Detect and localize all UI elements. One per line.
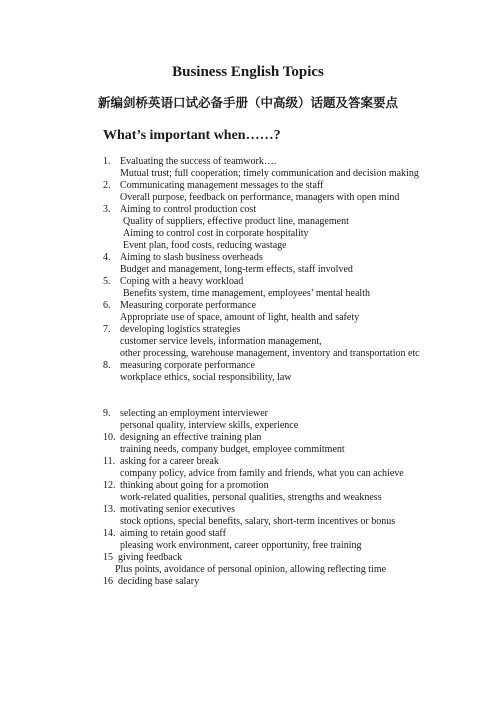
answer-points: company policy, advice from family and friends, what you can achieve [120,468,404,479]
item-number: 1. [103,156,111,167]
item-number: 14. [103,528,116,539]
item-number: 4. [103,252,111,263]
answer-points: training needs, company budget, employee commitment [120,444,345,455]
topic-question: deciding base salary [118,576,200,587]
topic-question: developing logistics strategies [120,324,241,335]
answer-points: Quality of suppliers, effective product line, management [123,216,349,227]
topic-question: Communicating management messages to the staff [120,180,324,191]
topic-question: asking for a career break [120,456,219,467]
item-number: 13. [103,504,116,515]
item-number: 7. [103,324,111,335]
item-number: 2. [103,180,111,191]
topic-question: designing an effective training plan [120,432,262,443]
section-heading: What’s important when……? [103,128,281,143]
answer-points: Plus points, avoidance of personal opinion, allowing reflecting time [115,564,387,575]
answer-points: customer service levels, information management, [120,336,322,347]
answer-points: other processing, warehouse management, inventory and transportation etc [120,348,420,359]
answer-points: workplace ethics, social responsibility, law [120,372,292,383]
topic-question: giving feedback [118,552,183,563]
item-number: 3. [103,204,111,215]
item-number: 12. [103,480,116,491]
page-subtitle: 新编剑桥英语口试必备手册（中高级）话题及答案要点 [97,95,398,110]
topic-question: measuring corporate performance [120,360,255,371]
answer-points: work-related qualities, personal qualities, strengths and weakness [120,492,382,503]
answer-points: Appropriate use of space, amount of light, health and safety [120,312,360,323]
item-number: 10. [103,432,116,443]
answer-points: Overall purpose, feedback on performance, managers with open mind [120,192,400,203]
answer-points: Mutual trust; full cooperation; timely communication and decision making [120,168,419,179]
answer-points: Budget and management, long-term effects, staff involved [120,264,353,275]
answer-points: pleasing work environment, career opportunity, free training [120,540,362,551]
answer-points: stock options, special benefits, salary, short-term incentives or bonus [120,516,396,527]
item-number: 15 [103,552,113,563]
item-number: 9. [103,408,111,419]
topic-question: selecting an employment interviewer [120,408,269,419]
answer-points: Benefits system, time management, employees’ mental health [123,288,370,299]
answer-points: personal quality, interview skills, experience [120,420,299,431]
topic-question: aiming to retain good staff [120,528,226,539]
topic-question: thinking about going for a promotion [120,480,269,491]
item-number: 5. [103,276,111,287]
answer-points: Event plan, food costs, reducing wastage [123,240,287,251]
answer-points: Aiming to control cost in corporate hospitality [123,228,309,239]
topic-question: motivating senior executives [120,504,235,515]
topic-question: Measuring corporate performance [120,300,257,311]
item-number: 11. [103,456,116,467]
page-title: Business English Topics [172,64,324,80]
topic-question: Aiming to slash business overheads [120,252,263,263]
topic-question: Aiming to control production cost [120,204,257,215]
topic-question: Coping with a heavy workload [120,276,244,287]
topic-question: Evaluating the success of teamwork…. [120,156,277,167]
item-number: 16 [103,576,113,587]
item-number: 6. [103,300,111,311]
item-number: 8. [103,360,111,371]
